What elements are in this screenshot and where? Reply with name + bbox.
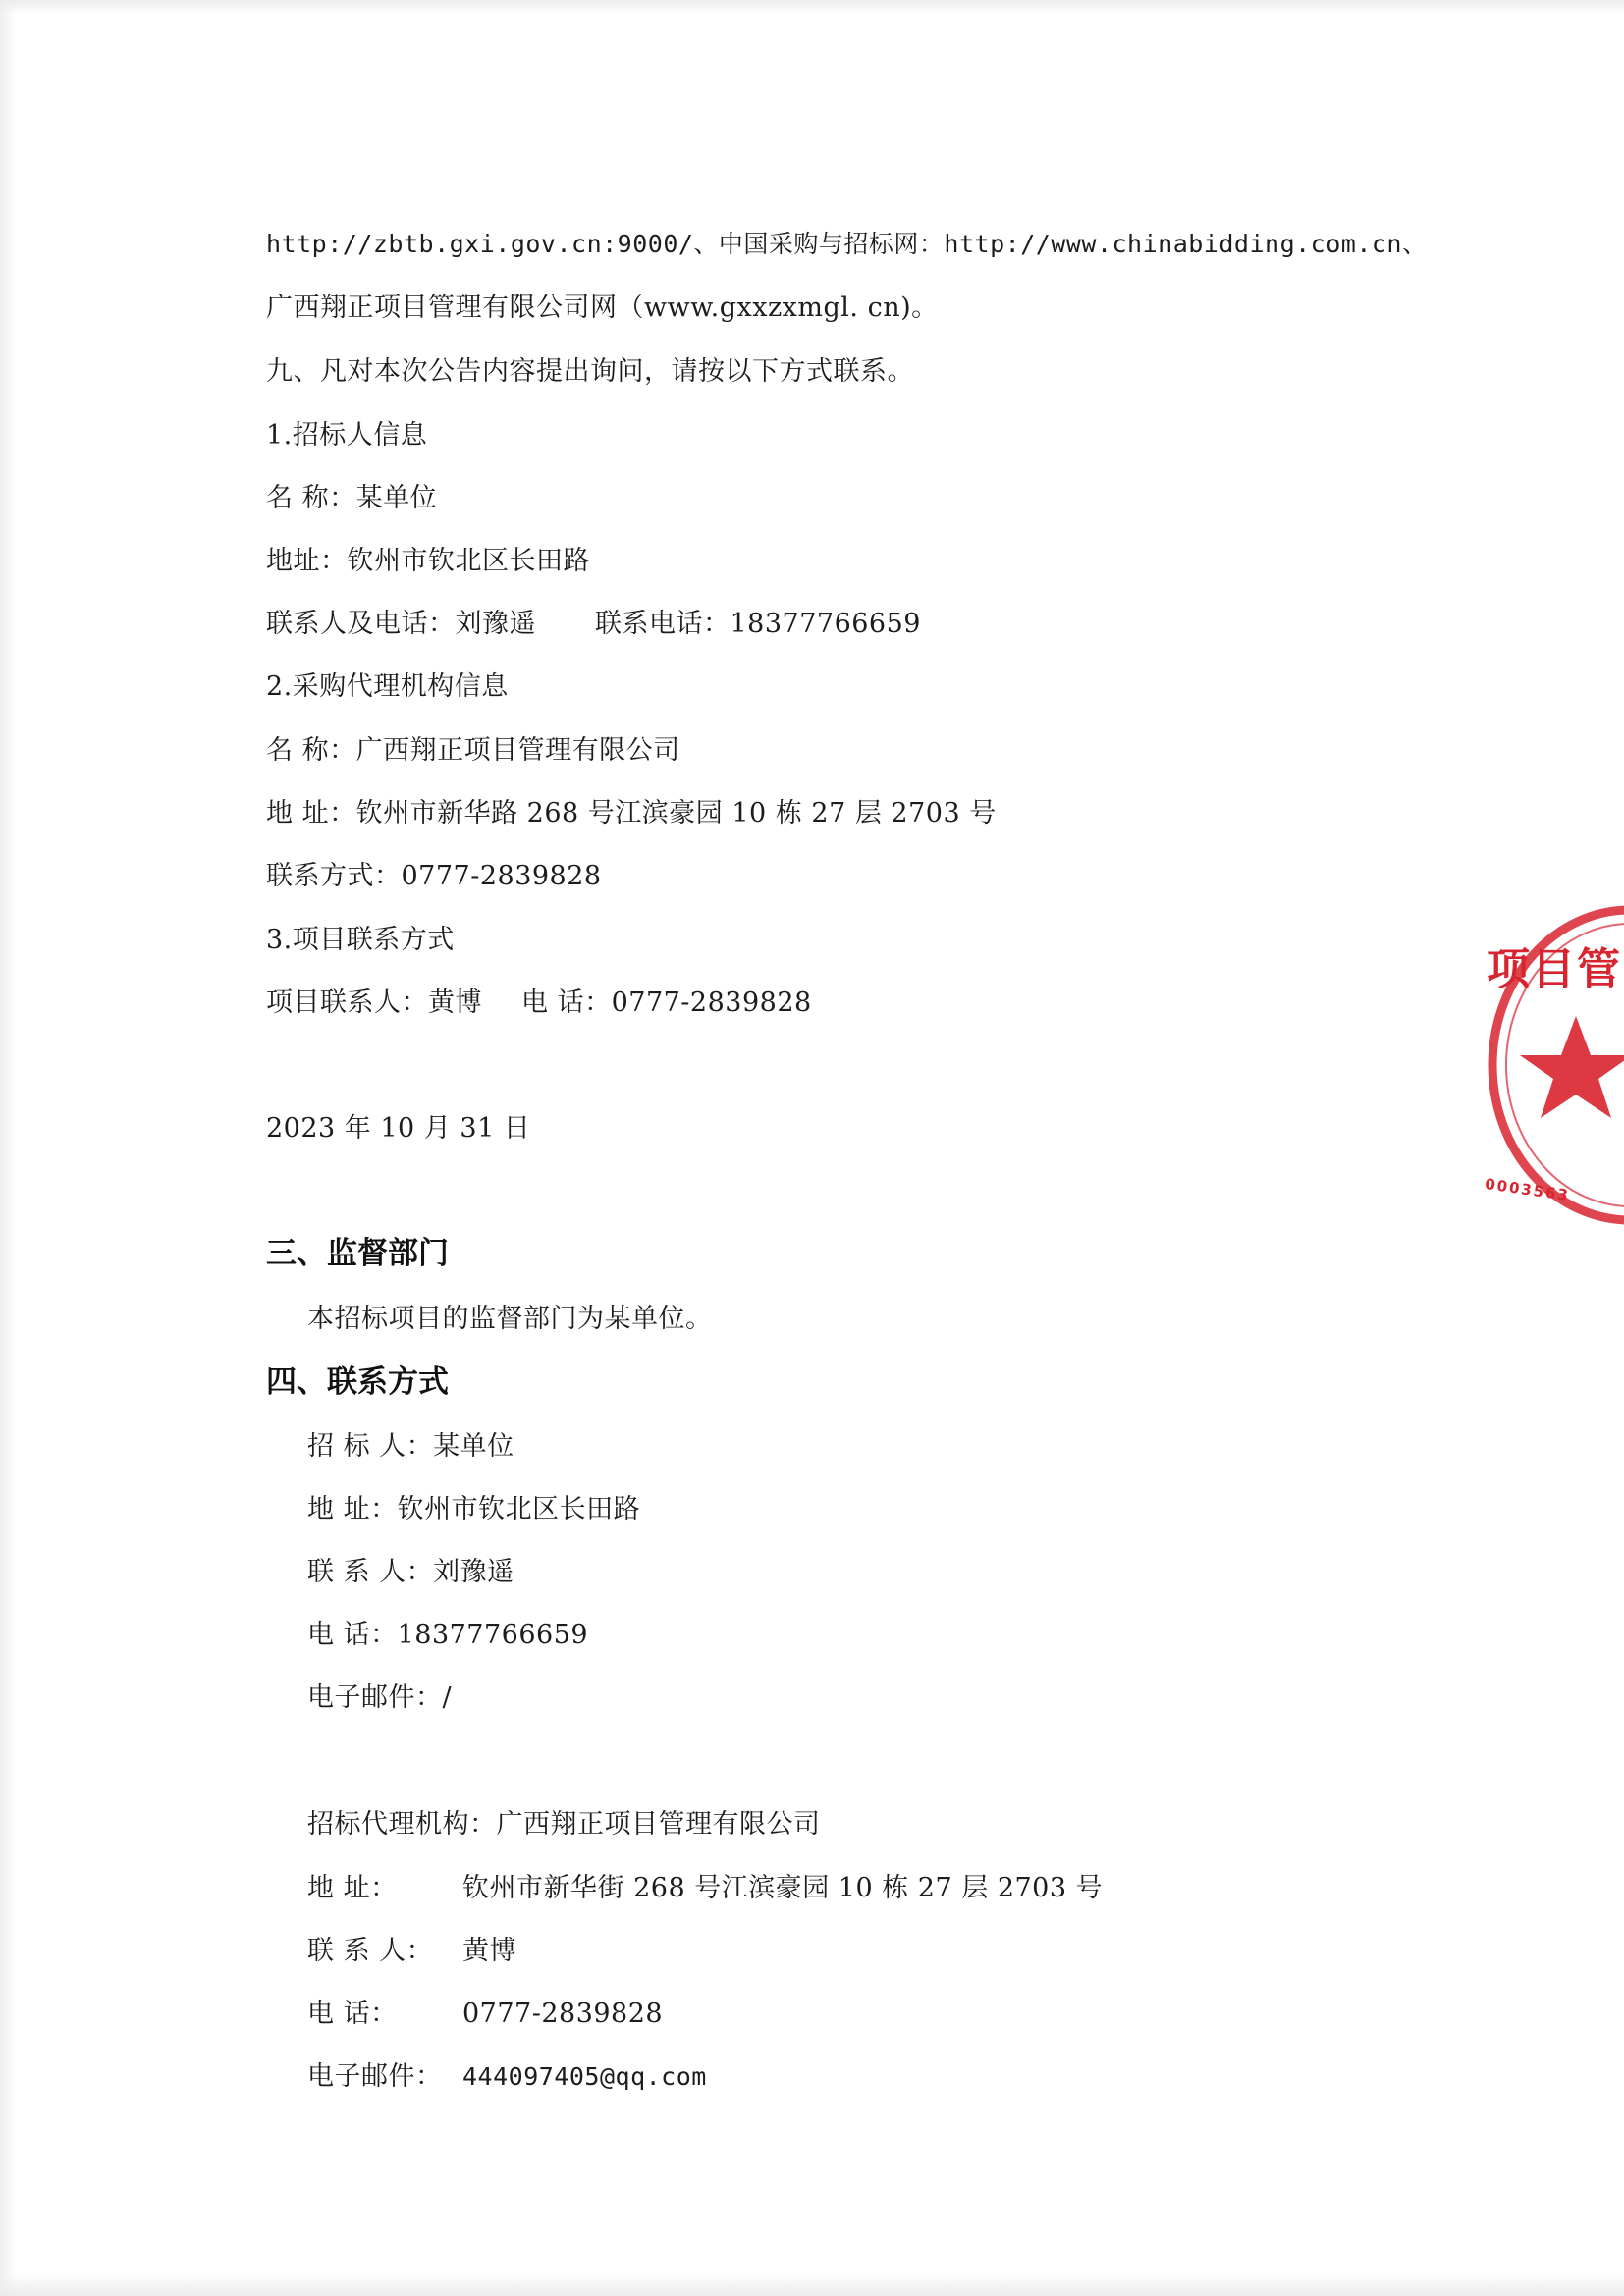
- contact-agency-address: 钦州市新华街 268 号江滨豪园 10 栋 27 层 2703 号: [462, 1873, 1104, 1903]
- section-nine-intro: 九、凡对本次公告内容提出询问，请按以下方式联系。: [266, 356, 914, 387]
- project-person-label: 项目联系人：: [266, 988, 428, 1018]
- contact-agency-person-label: 联 系 人：: [307, 1936, 434, 1966]
- contact-tenderer-phone-label: 电 话：: [307, 1620, 398, 1650]
- contact-agency-address-row: [307, 1872, 1103, 1905]
- contact-agency-phone: 0777-2839828: [462, 1999, 664, 2029]
- agency-contact-row: [266, 860, 602, 893]
- contact-section-heading: 四、联系方式: [266, 1364, 449, 1400]
- tenderer-info-heading: 1.招标人信息: [266, 420, 428, 451]
- contact-tenderer-person-label: 联 系 人：: [307, 1557, 434, 1587]
- seal-text: 项目管: [1487, 944, 1622, 994]
- agency-name-label: 名 称：: [266, 735, 356, 766]
- agency-address-label: 地 址：: [266, 798, 356, 828]
- scan-edge-left: [0, 0, 16, 2296]
- supervision-heading: 三、监督部门: [266, 1236, 449, 1271]
- contact-tenderer-address-label: 地 址：: [307, 1494, 398, 1524]
- contact-tenderer-email: /: [442, 1682, 453, 1713]
- seal-number: 0003563: [1484, 1175, 1571, 1204]
- announcement-date: 2023 年 10 月 31 日: [266, 1113, 531, 1144]
- company-seal: [1483, 898, 1624, 1232]
- contact-agency-person-row: [307, 1935, 516, 1968]
- websites-line-1: http://zbtb.gxi.gov.cn:9000/、中国采购与招标网：http://www.chinabidding.com.cn、: [266, 230, 1428, 258]
- supervision-text: 本招标项目的监督部门为某单位。: [307, 1304, 713, 1334]
- tenderer-phone-label: 联系电话：: [595, 609, 731, 639]
- contact-tenderer-phone: 18377766659: [397, 1620, 589, 1650]
- contact-agency-email-label: 电子邮件：: [307, 2061, 443, 2092]
- contact-agency-name-row: [307, 1808, 821, 1842]
- project-contact-row: [266, 987, 812, 1020]
- contact-tenderer-phone-row: [307, 1619, 588, 1652]
- scan-edge-top: [0, 0, 1624, 14]
- tenderer-phone: 18377766659: [730, 609, 921, 639]
- project-phone-label: 电 话：: [521, 988, 612, 1018]
- contact-agency-address-label: 地 址：: [307, 1873, 398, 1903]
- agency-info-heading: 2.采购代理机构信息: [266, 671, 509, 702]
- tenderer-name-label: 名 称：: [266, 483, 356, 513]
- contact-tenderer-email-label: 电子邮件：: [307, 1682, 443, 1713]
- agency-address: 钦州市新华路 268 号江滨豪园 10 栋 27 层 2703 号: [355, 798, 997, 828]
- tenderer-address-label: 地址：: [266, 546, 348, 576]
- tenderer-contact-row: [266, 608, 921, 641]
- contact-agency-phone-row: [307, 1998, 663, 2031]
- contact-agency-email: 444097405@qq.com: [462, 2062, 707, 2091]
- contact-agency-name-label: 招标代理机构：: [307, 1809, 497, 1840]
- contact-agency-email-row: [307, 2060, 707, 2094]
- project-contact-heading: 3.项目联系方式: [266, 925, 455, 955]
- tenderer-contact: 刘豫遥: [455, 609, 536, 639]
- project-phone: 0777-2839828: [611, 988, 812, 1018]
- websites-line-2: 广西翔正项目管理有限公司网（www.gxxzxmgl. cn)。: [266, 293, 939, 323]
- contact-tenderer-name: 某单位: [433, 1431, 514, 1462]
- contact-tenderer-name-row: [307, 1430, 514, 1464]
- agency-name-row: [266, 734, 680, 768]
- tenderer-name-row: [266, 482, 437, 515]
- tenderer-name: 某单位: [355, 483, 438, 513]
- contact-agency-person: 黄博: [462, 1936, 516, 1966]
- agency-name: 广西翔正项目管理有限公司: [355, 735, 680, 766]
- tenderer-contact-label: 联系人及电话：: [266, 609, 456, 639]
- contact-agency-name: 广西翔正项目管理有限公司: [496, 1809, 821, 1840]
- contact-tenderer-name-label: 招 标 人：: [307, 1431, 434, 1462]
- agency-contact-label: 联系方式：: [266, 861, 402, 891]
- project-person: 黄博: [428, 988, 482, 1018]
- agency-address-row: [266, 797, 997, 830]
- scan-edge-bottom: [0, 2272, 1624, 2296]
- seal-star-icon: [1520, 1016, 1624, 1118]
- contact-tenderer-person: 刘豫遥: [433, 1557, 514, 1587]
- tenderer-address: 钦州市钦北区长田路: [347, 546, 590, 576]
- tenderer-address-row: [266, 545, 590, 578]
- contact-tenderer-address: 钦州市钦北区长田路: [397, 1494, 641, 1524]
- contact-tenderer-email-row: [307, 1682, 452, 1715]
- contact-tenderer-address-row: [307, 1493, 640, 1526]
- contact-tenderer-person-row: [307, 1556, 514, 1589]
- agency-contact: 0777-2839828: [401, 861, 602, 891]
- contact-agency-phone-label: 电 话：: [307, 1999, 398, 2029]
